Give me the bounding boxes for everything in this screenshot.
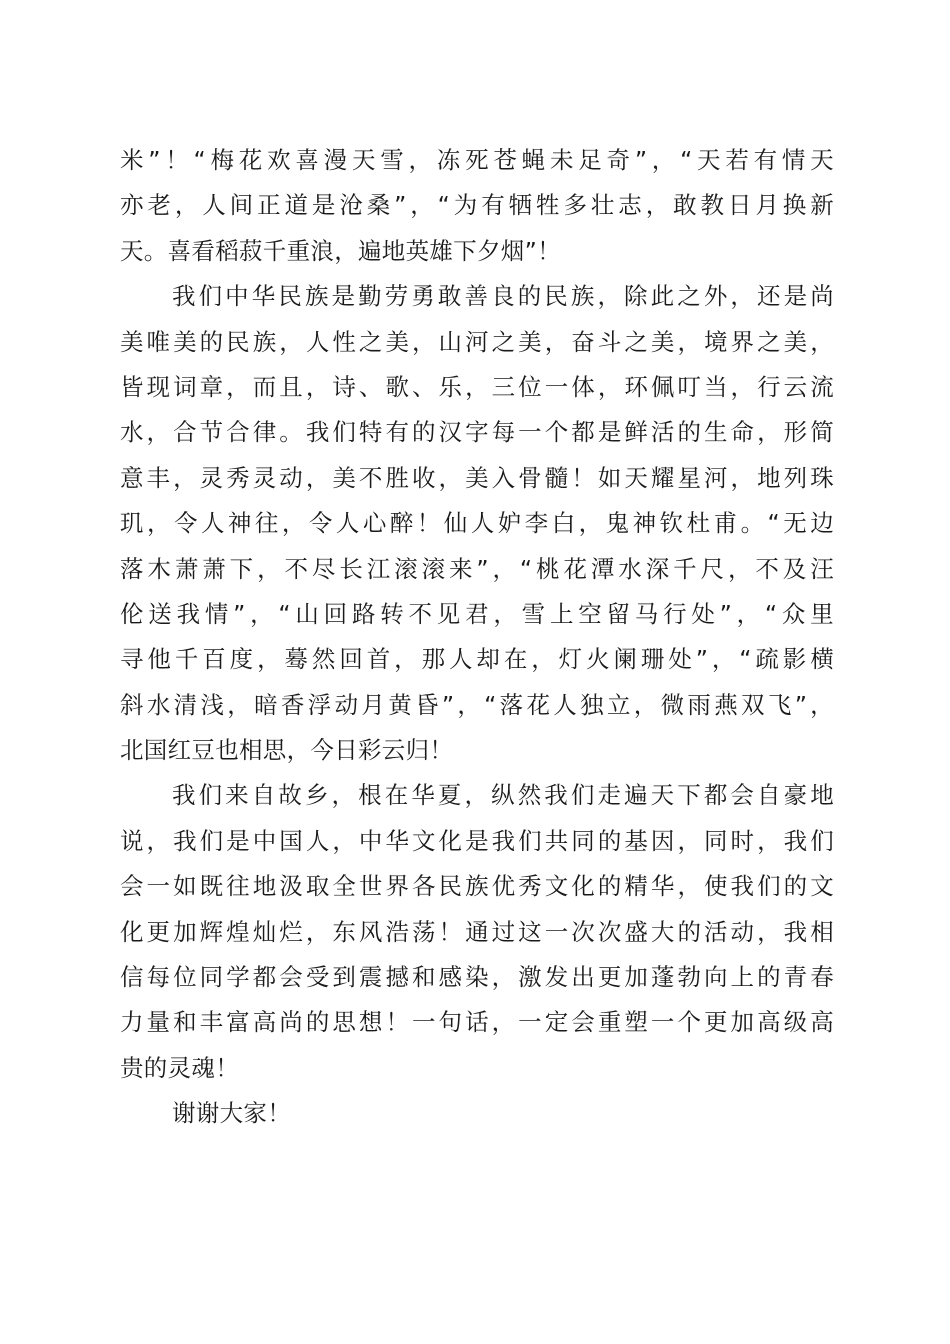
text-line-6: 皆现词章，而且，诗、歌、乐，三位一体，环佩叮当，行云流 bbox=[120, 372, 834, 401]
text-line-19: 信每位同学都会受到震撼和感染，激发出更加蓬勃向上的青春 bbox=[120, 963, 834, 992]
text-line-3: 天。喜看稻菽千重浪，遍地英雄下夕烟”！ bbox=[120, 236, 561, 265]
text-line-21: 贵的灵魂！ bbox=[120, 1053, 239, 1082]
text-line-15: 我们来自故乡，根在华夏，纵然我们走遍天下都会自豪地 bbox=[172, 781, 834, 810]
text-line-7: 水，合节合律。我们特有的汉字每一个都是鲜活的生命，形简 bbox=[120, 418, 834, 447]
text-line-8: 意丰，灵秀灵动，美不胜收，美入骨髓！如天耀星河，地列珠 bbox=[120, 463, 834, 492]
text-line-14: 北国红豆也相思，今日彩云归！ bbox=[120, 736, 454, 765]
document-page bbox=[120, 138, 834, 1137]
text-line-18: 化更加辉煌灿烂，东风浩荡！通过这一次次盛大的活动，我相 bbox=[120, 917, 834, 946]
text-line-22: 谢谢大家！ bbox=[172, 1099, 291, 1128]
text-line-16: 说，我们是中国人，中华文化是我们共同的基因，同时，我们 bbox=[120, 826, 834, 855]
text-line-4: 我们中华民族是勤劳勇敢善良的民族，除此之外，还是尚 bbox=[172, 282, 834, 311]
text-line-5: 美唯美的民族，人性之美，山河之美，奋斗之美，境界之美， bbox=[120, 327, 834, 356]
text-line-13: 斜水清浅，暗香浮动月黄昏”，“落花人独立，微雨燕双飞”， bbox=[120, 690, 834, 719]
text-line-20: 力量和丰富高尚的思想！一句话，一定会重塑一个更加高级高 bbox=[120, 1008, 834, 1037]
text-line-1: 米”！“梅花欢喜漫天雪，冻死苍蝇未足奇”，“天若有情天 bbox=[120, 146, 834, 174]
text-line-10: 落木萧萧下，不尽长江滚滚来”，“桃花潭水深千尺，不及汪 bbox=[120, 554, 834, 583]
text-line-11: 伦送我情”，“山回路转不见君，雪上空留马行处”，“众里 bbox=[120, 599, 834, 628]
text-line-12: 寻他千百度，蓦然回首，那人却在，灯火阑珊处”，“疏影横 bbox=[120, 645, 834, 674]
text-line-2: 亦老，人间正道是沧桑”，“为有牺牲多壮志，敢教日月换新 bbox=[120, 191, 834, 220]
text-line-17: 会一如既往地汲取全世界各民族优秀文化的精华，使我们的文 bbox=[120, 872, 834, 901]
text-line-9: 玑，令人神往，令人心醉！仙人妒李白，鬼神钦杜甫。“无边 bbox=[120, 509, 834, 538]
